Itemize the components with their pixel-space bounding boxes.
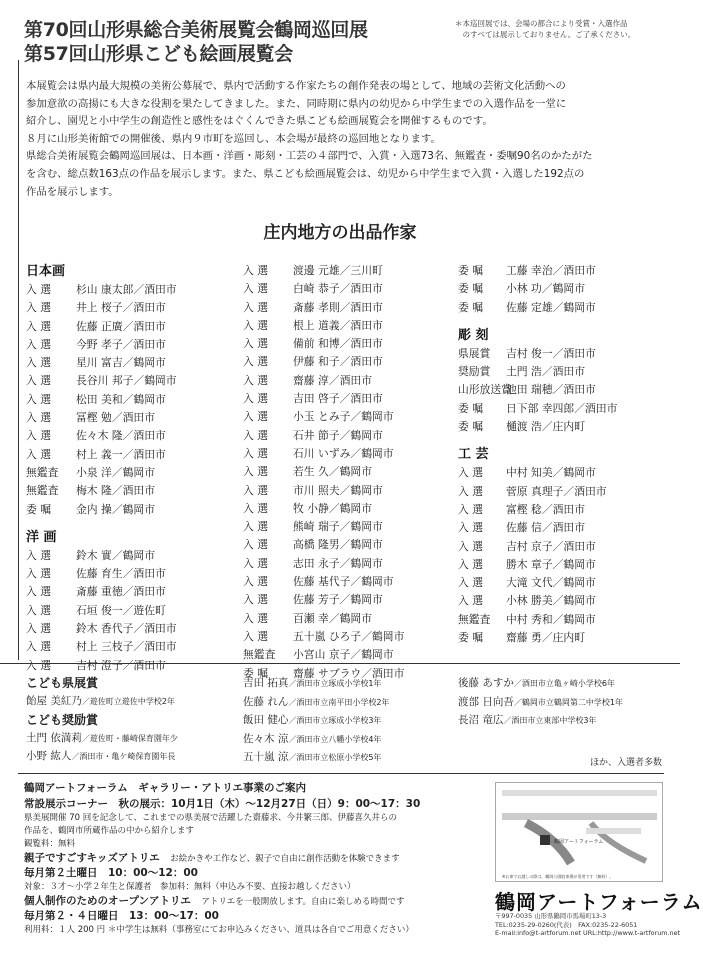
award-label: 入 選 <box>26 411 52 425</box>
artist-entry <box>458 262 668 280</box>
artist-name: 齋藤 淳／酒田市 <box>293 373 373 387</box>
artist-name: 工藤 幸治／酒田市 <box>506 264 596 277</box>
award-label: 入 選 <box>26 567 52 581</box>
award-label: 入 選 <box>243 629 269 643</box>
artist-entry <box>458 464 668 482</box>
artist-name: 梅木 隆／酒田市 <box>76 484 156 498</box>
kids-awards-right <box>458 674 623 730</box>
award-label: 入 選 <box>26 447 52 461</box>
artist-entry <box>26 620 236 638</box>
award-label: 入 選 <box>243 575 269 589</box>
artist-entry <box>243 299 453 317</box>
open-atelier-title: 個人制作のためのオープンアトリエ アトリエを一般開放します。自由に楽しめる時間です <box>24 895 405 907</box>
award-label: 入 選 <box>458 484 484 498</box>
kids-awards-left <box>26 674 178 766</box>
artist-entry <box>243 555 453 573</box>
artist-entry <box>26 482 236 500</box>
artist-name: 伊藤 和子／酒田市 <box>293 355 383 369</box>
artist-name: 志田 永子／鶴岡市 <box>293 556 383 570</box>
artist-name: 金内 操／鶴岡市 <box>76 502 156 516</box>
award-label: 委 嘱 <box>458 300 484 314</box>
award-label: 入 選 <box>26 283 52 296</box>
artist-name: 五十嵐 ひろ子／鶴岡市 <box>293 629 405 643</box>
artist-entry <box>458 574 668 592</box>
artist-name: 市川 照夫／鶴岡市 <box>293 483 383 497</box>
artist-entry <box>243 372 453 390</box>
artist-name: 中村 秀和／鶴岡市 <box>506 612 596 626</box>
artist-entry <box>458 418 668 436</box>
frame-divider <box>18 60 19 660</box>
artist-name: 牧 小静／鶴岡市 <box>293 501 373 515</box>
kids-entry: 渡部 日向吾／鶴岡市立鶴岡第二中学校1年 <box>458 695 623 708</box>
artist-name: 小宮山 京子／鶴岡市 <box>293 648 394 662</box>
award-label: 入 選 <box>243 483 269 497</box>
artist-entry <box>243 445 453 463</box>
artist-entry <box>243 573 453 591</box>
artist-name: 熊崎 瑞子／鶴岡市 <box>293 520 383 534</box>
award-label: 入 選 <box>458 502 484 516</box>
award-label: 入 選 <box>26 374 52 388</box>
artist-name: 吉村 俊一／酒田市 <box>506 346 596 360</box>
artist-entry <box>26 409 236 427</box>
artist-name: 備前 和博／酒田市 <box>293 337 383 351</box>
artist-name: 石井 節子／鶴岡市 <box>293 428 383 442</box>
artist-entry <box>243 408 453 426</box>
kids-prize-title: こども県展賞 <box>26 676 99 690</box>
artist-entry <box>458 345 668 363</box>
art-forum-logo: 鶴岡アートフォーラム <box>495 890 703 914</box>
artist-entry <box>243 262 453 280</box>
artist-name: 斎藤 孝則／酒田市 <box>293 300 383 314</box>
award-label: 委 嘱 <box>458 631 484 645</box>
award-label: 委 嘱 <box>243 666 269 680</box>
artist-entry <box>243 317 453 335</box>
artist-name: 佐藤 基代子／鶴岡市 <box>293 575 394 589</box>
award-label: 入 選 <box>243 355 269 369</box>
artist-name: 長谷川 邦子／鶴岡市 <box>76 374 177 388</box>
artist-entry <box>26 464 236 482</box>
artist-entry <box>243 427 453 445</box>
award-label: 入 選 <box>26 319 52 333</box>
artist-name: 石川 いずみ／鶴岡市 <box>293 446 394 460</box>
award-label: 入 選 <box>458 557 484 571</box>
artist-entry <box>458 400 668 418</box>
artist-name: 小林 勝美／鶴岡市 <box>506 594 596 608</box>
artist-name: 百瀬 幸／鶴岡市 <box>293 611 373 625</box>
artist-entry <box>26 602 236 620</box>
artist-name: 大滝 文代／鶴岡市 <box>506 576 596 590</box>
artist-entry <box>458 592 668 610</box>
artist-entry <box>458 501 668 519</box>
artist-entry <box>26 565 236 583</box>
award-label: 委 嘱 <box>458 282 484 296</box>
section-heading: 庄内地方の出品作家 <box>263 223 417 243</box>
award-label: 入 選 <box>243 520 269 534</box>
artist-name: 松田 美和／鶴岡市 <box>76 392 166 406</box>
address-block: 〒997-0035 山形県鶴岡市馬場町13-3 TEL:0235-29-0260(代表) FAX:0235-22-6051 E-mail:info@t-artforum.net URL:http://www.t-artforum.net <box>495 912 681 937</box>
kids-awards-mid <box>243 674 389 767</box>
artist-entry <box>458 538 668 556</box>
artist-entry <box>26 372 236 390</box>
award-label: 無鑑査 <box>26 465 59 479</box>
kids-entry: 長沼 竜広／酒田市立東部中学校3年 <box>458 714 597 726</box>
award-label: 入 選 <box>243 538 269 552</box>
award-label: 入 選 <box>243 373 269 387</box>
artist-entry <box>243 610 453 628</box>
award-label: 無鑑査 <box>458 612 491 626</box>
artist-name: 富樫 稔／酒田市 <box>506 502 586 516</box>
artist-name: 土門 浩／酒田市 <box>506 365 586 379</box>
artist-entry <box>26 318 236 336</box>
kids-encourage-title: こども奨励賞 <box>26 712 99 727</box>
artist-name: 樋渡 浩／庄内町 <box>506 420 586 434</box>
artist-name: 佐藤 正廣／酒田市 <box>76 319 166 333</box>
artist-entry <box>26 547 236 565</box>
artist-name: 小林 功／鶴岡市 <box>506 282 586 296</box>
artist-entry <box>243 518 453 536</box>
award-label: 無鑑査 <box>243 648 276 662</box>
kids-entry: 吉田 拓真／酒田市立琢成小学校1年 <box>243 677 382 689</box>
info-title: 鶴岡アートフォーラム ギャラリー・アトリエ事業のご案内 <box>24 782 307 794</box>
artist-entry <box>26 281 236 299</box>
title-block <box>24 18 368 66</box>
artist-entry <box>26 583 236 601</box>
award-label: 入 選 <box>458 539 484 553</box>
permanent-title: 常設展示コーナー 秋の展示：10月1日（木）～12月27日（日）9：00～17：30 <box>24 798 421 810</box>
category-title: 工 芸 <box>458 447 489 463</box>
artist-name: 石垣 俊一／遊佐町 <box>76 603 166 617</box>
artist-entry <box>243 646 453 664</box>
artist-name: 日下部 幸四郎／酒田市 <box>506 401 618 415</box>
award-label: 入 選 <box>26 392 52 406</box>
artist-entry <box>243 335 453 353</box>
artist-name: 佐藤 育生／酒田市 <box>76 567 166 581</box>
kids-entry: 佐々木 涼／酒田市立八幡小学校4年 <box>243 732 382 745</box>
artist-entry <box>243 628 453 646</box>
artist-name: 勝木 章子／鶴岡市 <box>506 557 596 571</box>
info-text: 鶴岡アートフォーラム ギャラリー・アトリエ事業のご案内 常設展示コーナー 秋の展示：10月1日（木）～12月27日（日）9：00～17：30 県美展開催 70 回を記念して、これまでの県美展で活躍した齋藤求、今井繁三郎、伊藤喜久井らの 作品を、鶴岡市所蔵作品の中から紹介します 観覧料：無料 親子ですごすキッズアトリエ お絵かきや工作など、親子で自由に創作活動を体験できます 毎月第２土曜日 10：00～12：00 対象：３才～小学２年生と保護者 参加料：無料（申込み不要、直接お越しください） 個人制作のためのオープンアトリエ アトリエを一般開放します。自由に楽しめる時間です 毎月第２・４日曜日 13：00～17：00 利用料：１人 200 円 ＊中学生は無料（事務室にてお申込みください、道具は各自でご用意ください） <box>24 779 479 937</box>
award-label: 入 選 <box>26 356 52 370</box>
award-label: 入 選 <box>26 622 52 636</box>
title-note: ＊本巡回展では、会場の都合により受賞・入選作品 のすべては展示しておりません。ご了承ください。 <box>455 19 636 39</box>
artist-name: 齋藤 勇／庄内町 <box>506 631 586 645</box>
award-label: 入 選 <box>243 318 269 332</box>
award-label: 入 選 <box>243 428 269 442</box>
artist-entry <box>26 391 236 409</box>
artist-entry <box>26 638 236 656</box>
artist-name: 池田 瑞穂／酒田市 <box>506 383 596 397</box>
category-title: 洋 画 <box>26 529 57 545</box>
info-section <box>18 773 703 943</box>
award-label: 入 選 <box>26 301 52 315</box>
award-label: 入 選 <box>243 593 269 607</box>
artist-entry <box>458 381 668 399</box>
map-graphic <box>496 783 662 881</box>
award-label: 入 選 <box>26 585 52 599</box>
artist-entry <box>26 501 236 519</box>
artist-name: 齋藤 サブラウ／酒田市 <box>293 666 405 680</box>
award-label: 奨励賞 <box>458 365 491 379</box>
artist-name: 吉村 京子／酒田市 <box>506 539 596 553</box>
award-label: 委 嘱 <box>458 401 484 415</box>
artist-entry <box>243 482 453 500</box>
artist-name: 星川 富吉／鶴岡市 <box>76 356 166 370</box>
artist-entry <box>458 363 668 381</box>
award-label: 委 嘱 <box>458 264 484 277</box>
artists-column-1 <box>26 262 236 675</box>
award-label: 入 選 <box>243 465 269 479</box>
artist-entry <box>243 463 453 481</box>
kids-atelier-title: 親子ですごすキッズアトリエ お絵かきや工作など、親子で自由に創作活動を体験できます <box>24 852 400 864</box>
award-label: 委 嘱 <box>26 502 52 516</box>
artist-name: 佐藤 定雄／鶴岡市 <box>506 300 596 314</box>
artist-name: 佐藤 信／酒田市 <box>506 521 586 535</box>
award-label: 入 選 <box>243 300 269 314</box>
award-label: 入 選 <box>243 392 269 406</box>
award-label: 入 選 <box>243 611 269 625</box>
artist-entry <box>458 483 668 501</box>
category-title: 日本画 <box>26 264 66 279</box>
kids-entry: 飯田 健心／酒田市立琢成小学校3年 <box>243 714 382 726</box>
access-map <box>495 782 663 882</box>
award-label: 入 選 <box>26 603 52 617</box>
award-label: 委 嘱 <box>458 420 484 434</box>
artist-name: 佐々木 隆／酒田市 <box>76 429 166 443</box>
kids-encourage-entry: 土門 依満莉／遊佐町・藤崎保育園年少 <box>26 731 178 744</box>
artist-name: 若生 久／鶴岡市 <box>293 465 373 479</box>
artist-name: 根上 道義／酒田市 <box>293 318 383 332</box>
award-label: 入 選 <box>26 658 52 672</box>
artist-entry <box>243 390 453 408</box>
artist-name: 小泉 洋／鶴岡市 <box>76 465 156 479</box>
award-label: 入 選 <box>243 556 269 570</box>
children-section <box>0 663 680 773</box>
kids-entry: 後藤 あすか／酒田市立亀ヶ崎小学校6年 <box>458 677 615 689</box>
artist-entry <box>243 591 453 609</box>
award-label: 入 選 <box>243 264 269 277</box>
artist-entry <box>26 354 236 372</box>
award-label: 入 選 <box>243 282 269 296</box>
artist-name: 白崎 恭子／酒田市 <box>293 282 383 296</box>
kids-encourage-entry: 小野 紘人／酒田市・亀ケ崎保育園年長 <box>26 750 176 762</box>
artist-name: 中村 知美／鶴岡市 <box>506 466 596 480</box>
artist-name: 村上 義一／酒田市 <box>76 447 166 461</box>
artist-entry <box>26 299 236 317</box>
artist-entry <box>243 536 453 554</box>
artist-name: 鈴木 香代子／酒田市 <box>76 622 177 636</box>
artist-name: 冨樫 勉／酒田市 <box>76 411 156 425</box>
kids-prize-entry: 飴屋 美紅乃／遊佐町立遊佐中学校2年 <box>26 695 175 707</box>
artist-entry <box>458 629 668 647</box>
award-label: 県展賞 <box>458 346 491 360</box>
award-label: 山形放送賞 <box>458 383 512 397</box>
award-label: 入 選 <box>458 594 484 608</box>
award-label: 入 選 <box>26 429 52 443</box>
artist-name: 渡邊 元雄／三川町 <box>293 264 383 277</box>
award-label: 入 選 <box>243 337 269 351</box>
artist-entry <box>458 519 668 537</box>
category-title: 彫 刻 <box>458 327 489 343</box>
kids-entry: 五十嵐 涼／酒田市立松原小学校5年 <box>243 751 382 763</box>
artist-name: 吉田 啓子／酒田市 <box>293 392 383 406</box>
page-title: 第70回山形県総合美術展覧会鶴岡巡回展 <box>24 19 368 41</box>
award-label: 入 選 <box>26 548 52 562</box>
award-label: 入 選 <box>243 446 269 460</box>
award-label: 入 選 <box>26 337 52 351</box>
artist-entry <box>26 336 236 354</box>
artist-entry <box>243 353 453 371</box>
artist-entry <box>243 280 453 298</box>
artist-entry <box>26 446 236 464</box>
award-label: 入 選 <box>243 501 269 515</box>
artist-name: 斎藤 重徳／酒田市 <box>76 585 166 599</box>
artists-column-3 <box>458 262 668 647</box>
artist-name: 杉山 康太郎／酒田市 <box>76 283 177 296</box>
artist-name: 小玉 とみ子／鶴岡市 <box>293 410 394 424</box>
artist-name: 高橋 隆男／鶴岡市 <box>293 538 383 552</box>
map-note: ※お車でお越しの際は、鶴岡公園駐車場が専用です（無料）。 <box>502 874 614 879</box>
artist-name: 佐藤 芳子／鶴岡市 <box>293 593 383 607</box>
award-label: 入 選 <box>458 466 484 480</box>
artist-entry <box>458 556 668 574</box>
artist-entry <box>458 611 668 629</box>
artist-name: 吉村 澄子／酒田市 <box>76 658 166 672</box>
artist-entry <box>26 427 236 445</box>
artist-entry <box>458 280 668 298</box>
page-subtitle: 第57回山形県こども絵画展覧会 <box>24 43 293 65</box>
intro-text: 本展覧会は県内最大規模の美術公募展で、県内で活動する作家たちの創作発表の場として、地域の芸術文化活動への 参加意欲の高揚にも大きな役割を果たしてきました。また、同時期に県内の幼児から中学生までの入選作品を一堂に 紹介し、園児と小中学生の創造性と感性をはぐくんできた県こども絵画展覧会を開催するものです。 ８月に山形美術館での開催後、県内９市町を巡回し、本会場が最終の巡回地となります。 県総合美術展覧会鶴岡巡回展は、日本画・洋画・彫刻・工芸の４部門で、入賞・入選73名、無鑑査・委嘱90名のかたがた を含む、総点数163点の作品を展示します。また、県こども絵画展覧会は、幼児から中学生まで入賞・入選した192点の 作品を展示します。 <box>26 80 593 198</box>
award-label: 入 選 <box>26 640 52 654</box>
award-label: 入 選 <box>243 410 269 424</box>
map-label: 鶴岡アートフォーラム <box>554 839 604 845</box>
artist-name: 鈴木 實／鶴岡市 <box>76 548 156 562</box>
award-label: 入 選 <box>458 521 484 535</box>
kids-entry: 佐藤 れん／酒田市立南平田小学校2年 <box>243 695 390 708</box>
artists-column-2 <box>243 262 453 683</box>
artist-name: 井上 桜子／酒田市 <box>76 301 166 315</box>
artist-name: 今野 孝子／酒田市 <box>76 337 166 351</box>
award-label: 無鑑査 <box>26 484 59 498</box>
artist-entry <box>458 299 668 317</box>
artist-name: 菅原 真理子／酒田市 <box>506 484 607 498</box>
kids-more-note: ほか、入選者多数 <box>589 758 662 768</box>
artist-entry <box>243 500 453 518</box>
artist-name: 村上 三枝子／酒田市 <box>76 640 177 654</box>
award-label: 入 選 <box>458 576 484 590</box>
